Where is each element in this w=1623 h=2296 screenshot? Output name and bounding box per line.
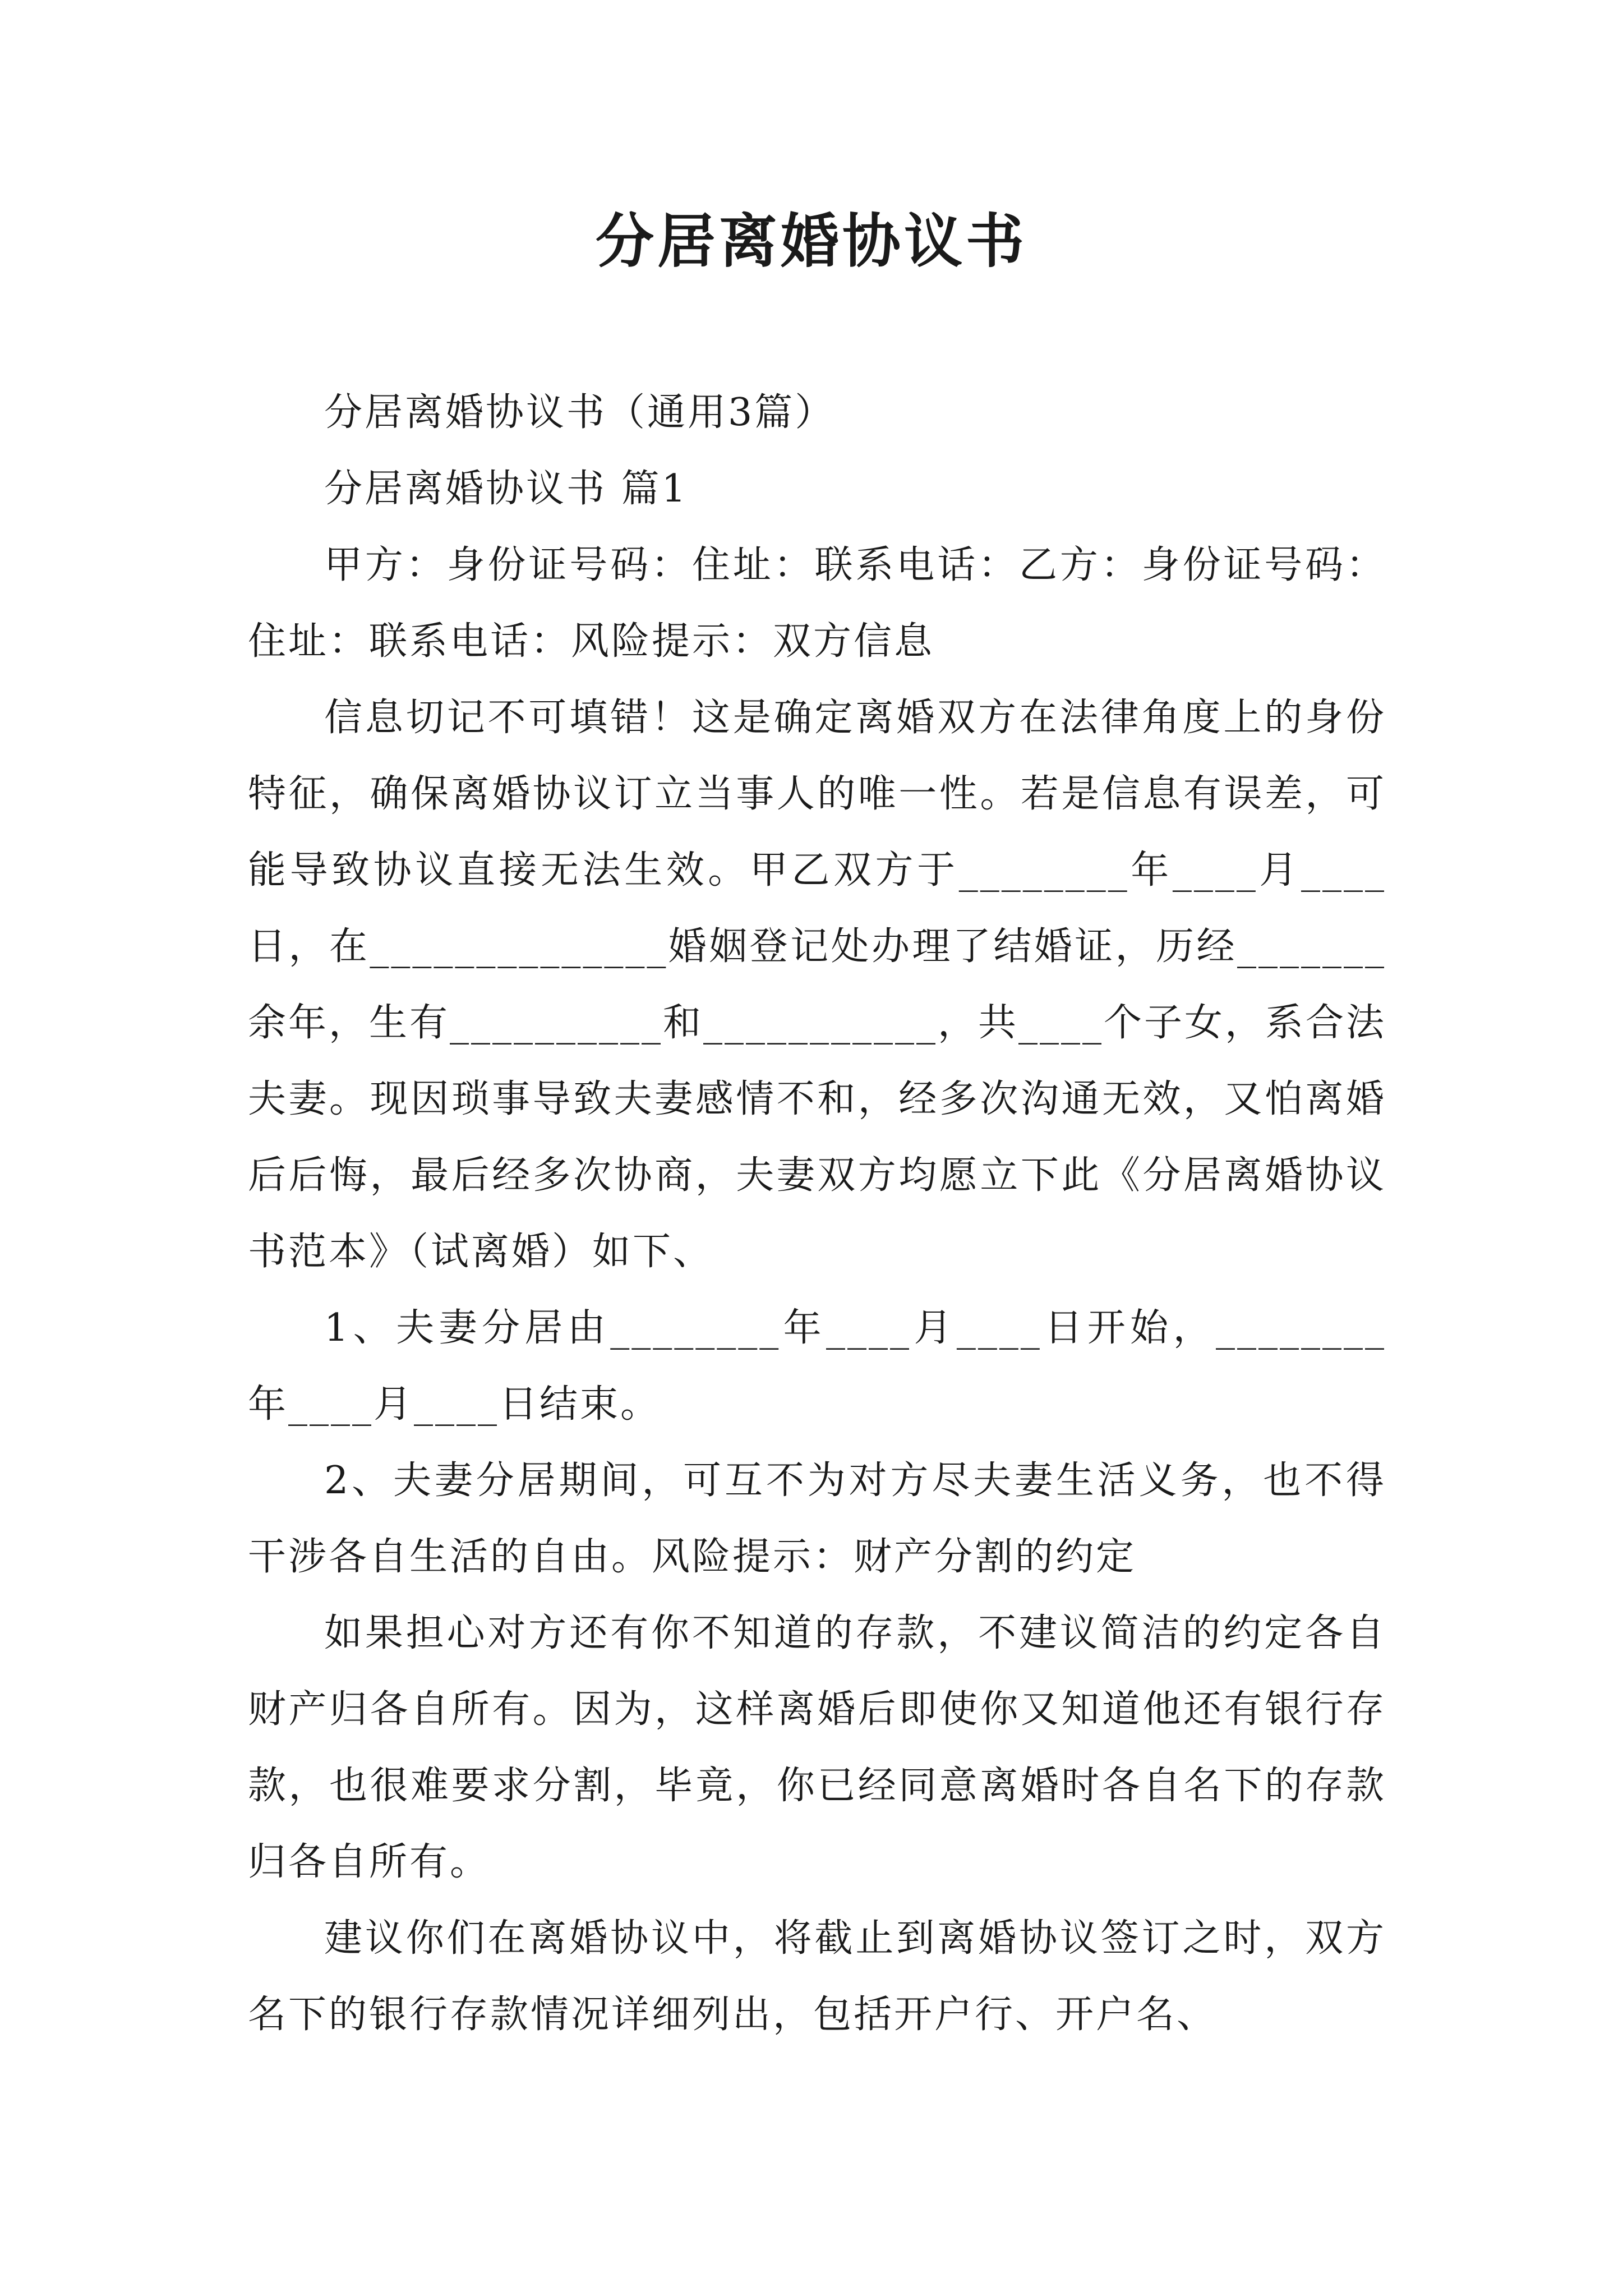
property-advice-paragraph: 如果担心对方还有你不知道的存款，不建议简洁的约定各自财产归各自所有。因为，这样离婚后即使你又知道他还有银行存款，也很难要求分割，毕竟，你已经同意离婚时各自名下的存款归各自所有。 — [248, 1611, 1386, 1884]
subtitle-paragraph: 分居离婚协议书（通用3篇） — [324, 390, 836, 435]
section-heading-paragraph: 分居离婚协议书 篇1 — [324, 467, 688, 511]
document-title: 分居离婚协议书 — [595, 206, 1027, 275]
marriage-info-paragraph: 信息切记不可填错！这是确定离婚双方在法律角度上的身份特征，确保离婚协议订立当事人的唯一性。若是信息有误差，可能导致协议直接无法生效。甲乙双方于________年____月____日，在______________婚姻登记处办理了结婚证，历经_______余年，生有__________和___________，共____个子女，系合法夫妻。现因琐事导致夫妻感情不和，经多次沟通无效，又怕离婚后后悔，最后经多次协商，夫妻双方均愿立下此《分居离婚协议书范本》（试离婚）如下、 — [248, 696, 1387, 1274]
bank-deposit-paragraph: 建议你们在离婚协议中，将截止到离婚协议签订之时，双方名下的银行存款情况详细列出，包括开户行、开户名、 — [248, 1916, 1386, 2037]
parties-info-paragraph: 甲方：身份证号码：住址：联系电话：乙方：身份证号码：住址：联系电话：风险提示：双方信息 — [248, 543, 1386, 664]
document-body — [248, 375, 1386, 2053]
clause-1-paragraph: 1、夫妻分居由________年____月____日开始，________年____月____日结束。 — [248, 1306, 1386, 1427]
clause-2-paragraph: 2、夫妻分居期间，可互不为对方尽夫妻生活义务，也不得干涉各自生活的自由。风险提示：财产分割的约定 — [248, 1458, 1386, 1579]
